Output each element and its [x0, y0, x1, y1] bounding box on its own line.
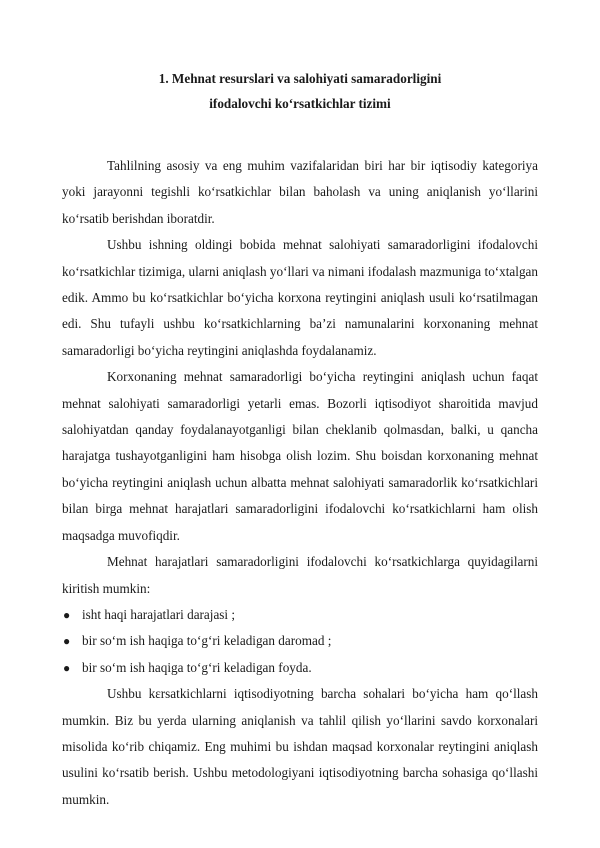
bullet-dot-icon: ●	[63, 634, 71, 649]
bullet-item-3	[62, 655, 538, 681]
paragraph-closing: Ushbu kεrsatkichlarni iqtisodiyotning barcha sohalari bo‘yicha ham qo‘llash mumkin. Biz bu yerda ularning aniqlanish va tahlil qilish yo‘llarini savdo korxonalari misolida ko‘rib chiqamiz. Eng muhimi bu ishdan maqsad korxonalar reytingini aniqlash usulini ko‘rsatib berish. Ushbu metodologiyani iqtisodiyotning barcha sohasiga qo‘llashi mumkin.	[62, 686, 538, 807]
bullet-text: bir so‘m ish haqiga to‘g‘ri keladigan daromad ;	[82, 633, 332, 649]
bullet-dot-icon: ●	[63, 660, 71, 675]
bullet-item-1	[62, 602, 538, 628]
document-title-line-1: 1. Mehnat resurslari va salohiyati samaradorligini	[158, 71, 442, 86]
bullet-dot-icon: ●	[63, 607, 71, 622]
title-spacer	[62, 116, 538, 153]
bullet-text: bir so‘m ish haqiga to‘g‘ri keladigan foyda.	[82, 659, 312, 675]
bullet-item-2	[62, 628, 538, 654]
paragraph-4: Mehnat harajatlari samaradorligini ifodalovchi ko‘rsatkichlarga quyidagilarni kiritish mumkin:	[62, 554, 538, 596]
paragraph-3: Korxonaning mehnat samaradorligi bo‘yicha reytingini aniqlash uchun faqat mehnat salohiyati samaradorligi yetarli emas. Bozorli iqtisodiyot sharoitida mavjud salohiyatdan qanday foydalanayotganligi bilan cheklanib qolmasdan, balki, u qancha harajatga tushayotganligini ham hisobga olish lozim. Shu boisdan korxonaning mehnat bo‘yicha reytingini aniqlash uchun albatta mehnat salohiyati samaradorlik ko‘rsatkichlari bilan birga mehnat harajatlari samaradorligini ifodalovchi ko‘rsatkichlarni ham olish maqsadga muvofiqdir.	[62, 369, 538, 543]
bullet-list	[62, 602, 538, 681]
document-page	[62, 66, 538, 813]
document-title-line-2: ifodalovchi ko‘rsatkichlar tizimi	[209, 96, 391, 111]
paragraph-2: Ushbu ishning oldingi bobida mehnat salohiyati samaradorligini ifodalovchi ko‘rsatkichlar tizimiga, ularni aniqlash yo‘llari va nimani ifodalash mazmuniga to‘xtalgan edik. Ammo bu ko‘rsatkichlar bo‘yicha korxona reytingini aniqlash usuli ko‘rsatilmagan edi. Shu tufayli ushbu ko‘rsatkichlarning ba’zi namunalarini korxonaning mehnat samaradorligi bo‘yicha reytingini aniqlashda foydalanamiz.	[62, 237, 538, 358]
bullet-text: isht haqi harajatlari darajasi ;	[82, 606, 236, 622]
paragraph-1: Tahlilning asosiy va eng muhim vazifalaridan biri har bir iqtisodiy kategoriya yoki jarayonni tegishli ko‘rsatkichlar bilan baholash va uning aniqlanish yo‘llarini ko‘rsatib berishdan iboratdir.	[62, 158, 538, 226]
